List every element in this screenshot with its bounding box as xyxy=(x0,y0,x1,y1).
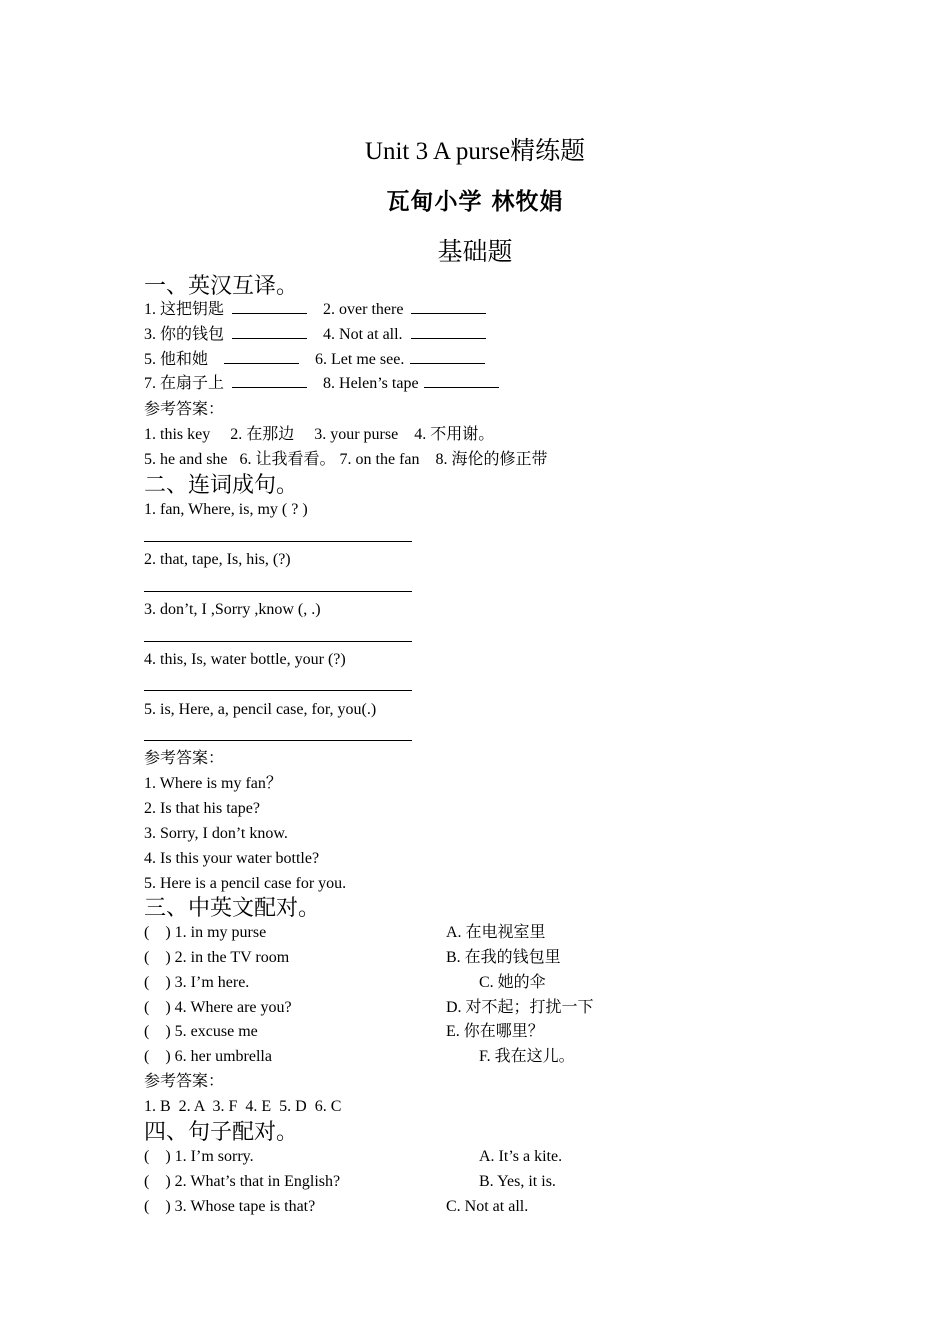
match-left-item: ( ) 1. in my purse xyxy=(144,924,267,941)
answer-blank xyxy=(411,324,486,339)
answer-line: 3. Sorry, I don’t know. xyxy=(144,825,288,842)
answer-blank xyxy=(424,373,499,388)
question-item: 4. this, Is, water bottle, your (?) xyxy=(144,651,346,668)
match-right-item: D. 对不起；打扰一下 xyxy=(446,999,594,1016)
answer-blank xyxy=(224,349,299,364)
page-title: Unit 3 A purse精练题 xyxy=(364,138,586,165)
match-right-item: A. 在电视室里 xyxy=(446,924,546,941)
match-right-item: C. 她的伞 xyxy=(479,974,546,991)
match-left-item: ( ) 3. Whose tape is that? xyxy=(144,1198,316,1215)
match-left-item: ( ) 1. I’m sorry. xyxy=(144,1148,254,1165)
question-item: 3. 你的钱包 xyxy=(144,326,225,343)
match-right-item: E. 你在哪里？ xyxy=(446,1023,544,1040)
answer-label: 参考答案： xyxy=(144,401,225,418)
match-right-item: F. 我在这儿。 xyxy=(479,1048,575,1065)
question-item: 1. fan, Where, is, my ( ? ) xyxy=(144,501,308,518)
match-left-item: ( ) 6. her umbrella xyxy=(144,1048,272,1065)
match-left-item: ( ) 2. What’s that in English? xyxy=(144,1173,341,1190)
answer-line: 5. he and she 6. 让我看看。 7. on the fan 8. 海伦的修正带 xyxy=(144,451,548,468)
question-item: 5. is, Here, a, pencil case, for, you(.) xyxy=(144,701,377,718)
section1-row xyxy=(144,324,486,346)
author-line: 瓦甸小学 林牧娟 xyxy=(386,189,564,215)
section1-heading: 一、英汉互译。 xyxy=(144,273,299,298)
section4-heading: 四、句子配对。 xyxy=(144,1119,299,1144)
match-right-item: A. It’s a kite. xyxy=(479,1148,563,1165)
question-item: 4. Not at all. xyxy=(323,326,403,343)
section1-row xyxy=(144,349,485,371)
section3-heading: 三、中英文配对。 xyxy=(144,895,321,920)
answer-line: 4. Is this your water bottle? xyxy=(144,850,320,867)
match-left-item: ( ) 2. in the TV room xyxy=(144,949,290,966)
answer-line: 2. Is that his tape? xyxy=(144,800,260,817)
match-left-item: ( ) 3. I’m here. xyxy=(144,974,250,991)
question-item: 6. Let me see. xyxy=(315,351,405,368)
subtitle: 基础题 xyxy=(437,239,513,266)
answer-blank xyxy=(232,324,307,339)
section2-heading: 二、连词成句。 xyxy=(144,472,299,497)
answer-line: 1. Where is my fan？ xyxy=(144,775,282,792)
question-item: 3. don’t, I ,Sorry ,know (, .) xyxy=(144,601,321,618)
question-item: 7. 在扇子上 xyxy=(144,375,225,392)
answer-label: 参考答案： xyxy=(144,750,225,767)
answer-line-rule xyxy=(144,541,412,542)
answer-line: 5. Here is a pencil case for you. xyxy=(144,875,347,892)
match-left-item: ( ) 4. Where are you? xyxy=(144,999,292,1016)
question-item: 2. that, tape, Is, his, (?) xyxy=(144,551,291,568)
answer-line: 1. B 2. A 3. F 4. E 5. D 6. C xyxy=(144,1098,342,1115)
section1-row xyxy=(144,299,486,321)
match-right-item: C. Not at all. xyxy=(446,1198,529,1215)
question-item: 5. 他和她 xyxy=(144,351,209,368)
answer-blank xyxy=(410,349,485,364)
question-item: 1. 这把钥匙 xyxy=(144,301,225,318)
answer-blank xyxy=(232,299,307,314)
answer-line: 1. this key 2. 在那边 3. your purse 4. 不用谢。 xyxy=(144,426,495,443)
answer-blank xyxy=(232,373,307,388)
answer-label: 参考答案： xyxy=(144,1073,225,1090)
match-right-item: B. Yes, it is. xyxy=(479,1173,556,1190)
answer-line-rule xyxy=(144,641,412,642)
answer-blank xyxy=(411,299,486,314)
match-right-item: B. 在我的钱包里 xyxy=(446,949,561,966)
question-item: 2. over there xyxy=(323,301,404,318)
answer-line-rule xyxy=(144,690,412,691)
match-left-item: ( ) 5. excuse me xyxy=(144,1023,258,1040)
question-item: 8. Helen’s tape xyxy=(323,375,419,392)
answer-line-rule xyxy=(144,591,412,592)
section1-row xyxy=(144,373,499,395)
answer-line-rule xyxy=(144,740,412,741)
